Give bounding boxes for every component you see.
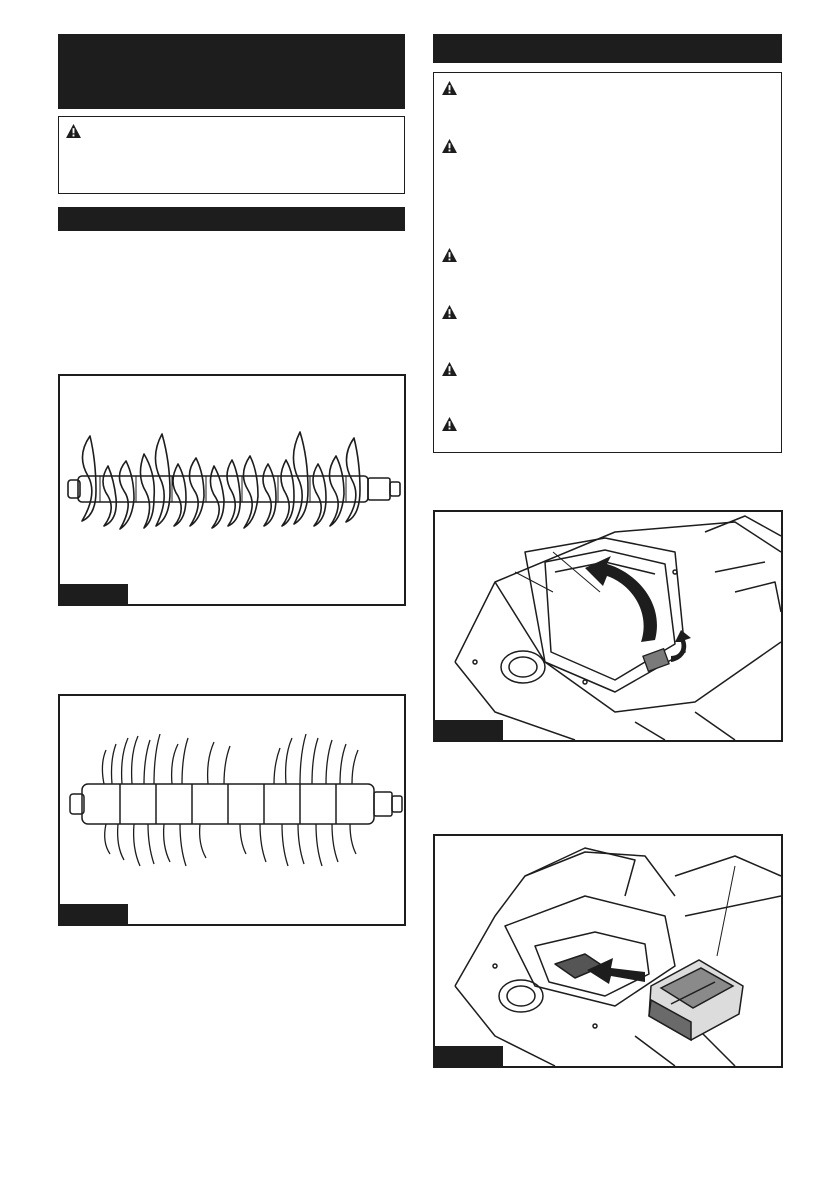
right-warning-box xyxy=(433,72,782,453)
warning-triangle-icon xyxy=(66,124,81,138)
warning-triangle-icon xyxy=(442,139,457,153)
battery-insert-illustration xyxy=(435,836,781,1066)
warning-triangle-icon xyxy=(442,248,457,262)
rake-reel-illustration xyxy=(60,696,404,904)
figure-rake-reel xyxy=(58,694,406,926)
figure-number-tag xyxy=(60,584,128,604)
figure-number-tag xyxy=(435,1046,503,1066)
warning-triangle-icon xyxy=(442,81,457,95)
right-section-bar xyxy=(433,34,782,63)
figure-insert-battery xyxy=(433,834,783,1068)
warning-triangle-icon xyxy=(442,362,457,376)
scarifier-reel-illustration xyxy=(60,376,404,584)
figure-scarifier-reel xyxy=(58,374,406,606)
warning-triangle-icon xyxy=(442,305,457,319)
left-warning-box xyxy=(58,116,405,194)
figure-open-battery-cover xyxy=(433,510,783,742)
left-section-bar xyxy=(58,207,405,231)
warning-triangle-icon xyxy=(442,417,457,431)
figure-number-tag xyxy=(435,720,503,740)
left-heading-bar xyxy=(58,34,405,109)
battery-cover-illustration xyxy=(435,512,781,740)
figure-number-tag xyxy=(60,904,128,924)
